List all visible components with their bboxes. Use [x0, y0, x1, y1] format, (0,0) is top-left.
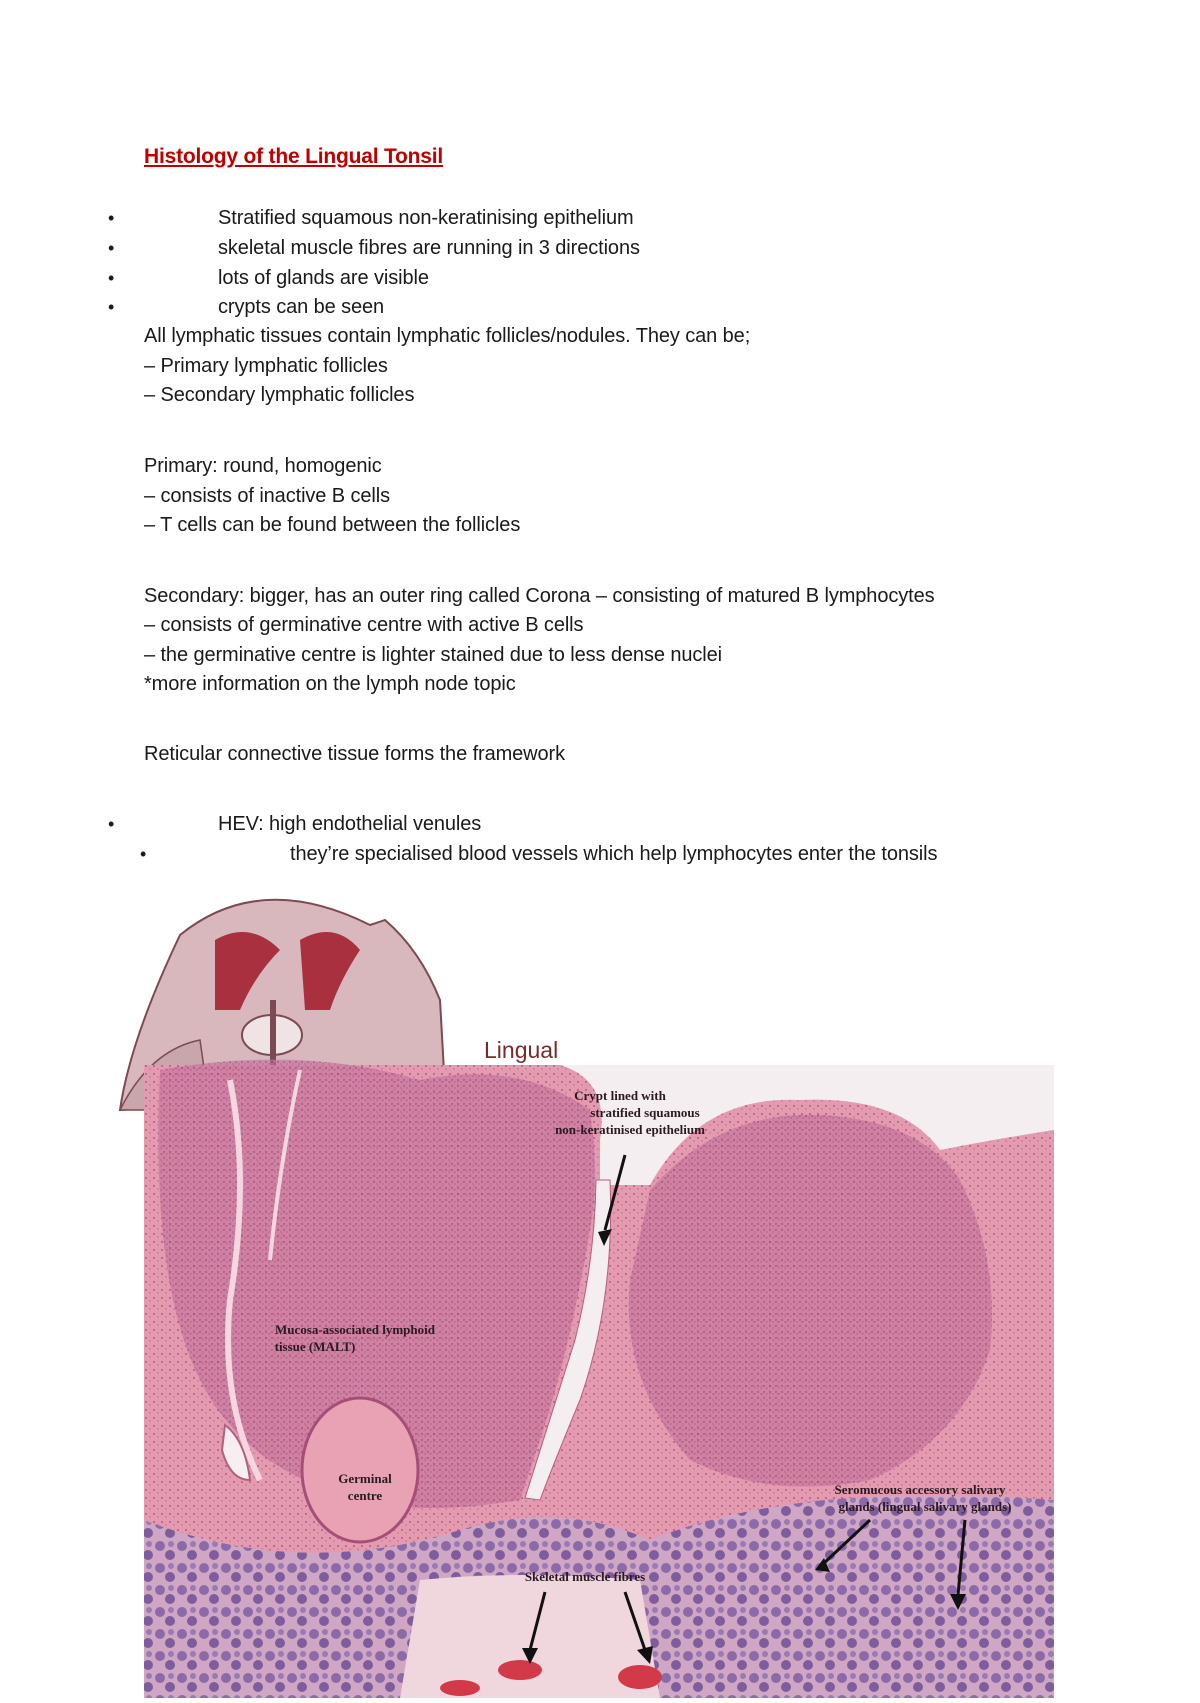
primary-line: – T cells can be found between the follicles	[144, 514, 521, 536]
annotation-glands: Seromucous accessory salivary	[834, 1482, 1006, 1497]
follicles-intro: All lymphatic tissues contain lymphatic follicles/nodules. They can be;	[144, 325, 751, 347]
secondary-heading: Secondary: bigger, has an outer ring called Corona – consisting of matured B lymphocytes	[144, 585, 935, 607]
annotation-malt: tissue (MALT)	[274, 1339, 356, 1354]
bullet-item: lots of glands are visible	[218, 267, 429, 289]
annotation-glands: glands (lingual salivary glands)	[838, 1499, 1012, 1514]
reticular-text: Reticular connective tissue forms the framework	[144, 743, 566, 765]
micrograph	[144, 1060, 1054, 1698]
bullet-item: skeletal muscle fibres are running in 3 directions	[218, 237, 640, 259]
secondary-line: – consists of germinative centre with active B cells	[144, 614, 584, 636]
bullet-item: Stratified squamous non-keratinising epithelium	[218, 207, 634, 229]
bullet-marker: •	[108, 238, 115, 258]
follicle-type: – Secondary lymphatic follicles	[144, 384, 415, 406]
hev-sub-bullet: they’re specialised blood vessels which help lymphocytes enter the tonsils	[290, 843, 938, 865]
document-title: Histology of the Lingual Tonsil	[144, 145, 444, 168]
primary-line: – consists of inactive B cells	[144, 485, 390, 507]
annotation-crypt: non-keratinised epithelium	[555, 1122, 705, 1137]
annotation-crypt: Crypt lined with	[574, 1088, 666, 1103]
annotation-malt: Mucosa-associated lymphoid	[275, 1322, 435, 1337]
annotation-germinal: centre	[347, 1488, 383, 1503]
bullet-marker: •	[108, 297, 115, 317]
primary-heading: Primary: round, homogenic	[144, 455, 382, 477]
secondary-line: *more information on the lymph node topic	[144, 673, 516, 695]
bullet-marker: •	[108, 814, 115, 834]
annotation-germinal: Germinal	[338, 1471, 392, 1486]
histology-figure	[0, 880, 1200, 1698]
annotation-muscle: Skeletal muscle fibres	[524, 1569, 646, 1584]
tonsil-micrograph	[0, 880, 1200, 1698]
bullet-marker: •	[140, 844, 147, 864]
bullet-item: crypts can be seen	[218, 296, 385, 318]
annotation-crypt: stratified squamous	[590, 1105, 700, 1120]
hev-bullet: HEV: high endothelial venules	[218, 813, 482, 835]
bullet-marker: •	[108, 268, 115, 288]
bullet-marker: •	[108, 208, 115, 228]
secondary-line: – the germinative centre is lighter stained due to less dense nuclei	[144, 644, 722, 666]
follicle-type: – Primary lymphatic follicles	[144, 355, 388, 377]
figure-label: Lingual	[484, 1037, 559, 1063]
